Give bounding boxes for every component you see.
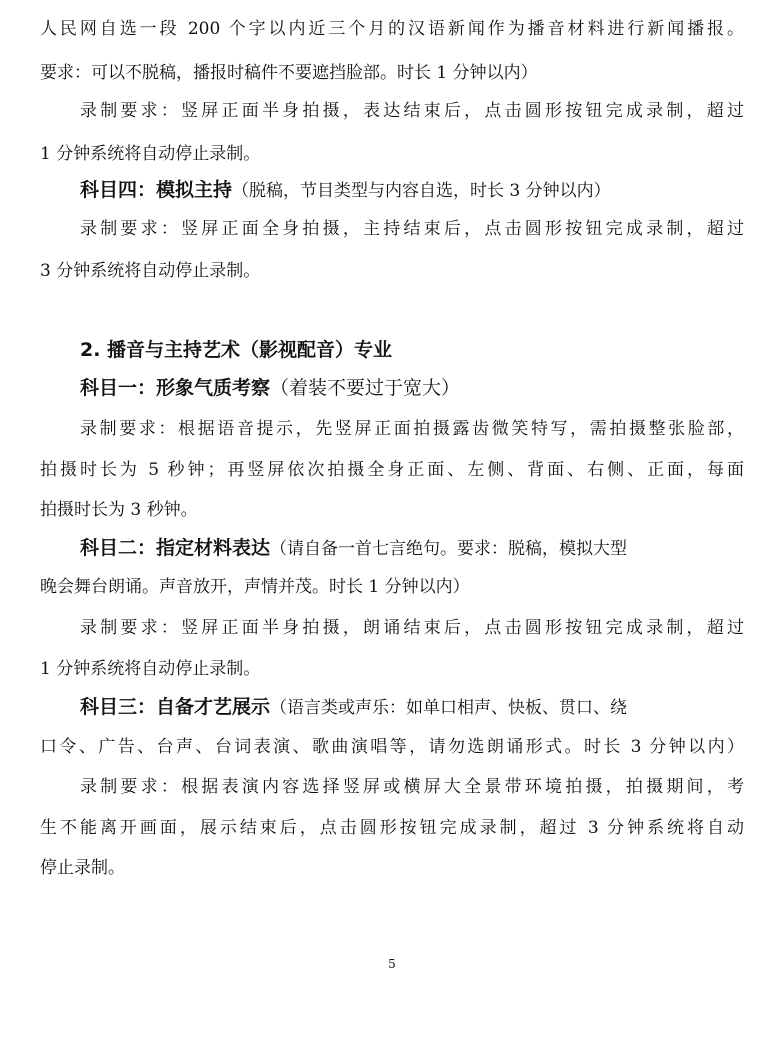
subject-title: 科目二：指定材料表达 [80, 537, 271, 559]
subject-note: （脱稿，节目类型与内容自选，时长 3 分钟以内） [232, 181, 611, 201]
recording-requirement-line: 录制要求：竖屏正面半身拍摄，表达结束后，点击圆形按钮完成录制，超过 [80, 101, 744, 121]
recording-requirement-line: 1 分钟系统将自动停止录制。 [40, 144, 261, 164]
subject-heading [80, 536, 744, 561]
recording-requirement-line: 停止录制。 [40, 858, 125, 878]
recording-requirement-line: 1 分钟系统将自动停止录制。 [40, 659, 261, 679]
section-heading: 2. 播音与主持艺术（影视配音）专业 [80, 339, 393, 361]
subject-heading [80, 695, 744, 720]
subject-heading [80, 376, 744, 401]
recording-requirement-line: 拍摄时长为 5 秒钟；再竖屏依次拍摄全身正面、左侧、背面、右侧、正面，每面 [40, 460, 744, 480]
subject-heading [80, 178, 744, 203]
recording-requirement-line: 录制要求：竖屏正面全身拍摄，主持结束后，点击圆形按钮完成录制，超过 [80, 219, 744, 239]
page-number: 5 [388, 957, 396, 971]
subject-title: 科目三：自备才艺展示 [80, 696, 271, 718]
recording-requirement-line: 录制要求：根据表演内容选择竖屏或横屏大全景带环境拍摄，拍摄期间，考 [80, 777, 744, 797]
recording-requirement-line: 录制要求：竖屏正面半身拍摄，朗诵结束后，点击圆形按钮完成录制，超过 [80, 618, 744, 638]
recording-requirement-line: 3 分钟系统将自动停止录制。 [40, 261, 261, 281]
subject-title: 科目一：形象气质考察 [80, 377, 271, 399]
subject-title: 科目四：模拟主持 [80, 179, 233, 201]
subject-note: （着装不要过于宽大） [270, 377, 461, 399]
subject-note-continued: 口令、广告、台声、台词表演、歌曲演唱等，请勿选朗诵形式。时长 3 分钟以内） [40, 737, 744, 757]
subject-note-continued: 晚会舞台朗诵。声音放开，声情并茂。时长 1 分钟以内） [40, 577, 470, 597]
body-text-line: 人民网自选一段 200 个字以内近三个月的汉语新闻作为播音材料进行新闻播报。 [40, 19, 744, 39]
recording-requirement-line: 拍摄时长为 3 秒钟。 [40, 500, 198, 520]
subject-note: （请自备一首七言绝句。要求：脱稿，模拟大型 [270, 539, 628, 559]
recording-requirement-line: 录制要求：根据语音提示，先竖屏正面拍摄露齿微笑特写，需拍摄整张脸部， [80, 419, 744, 439]
recording-requirement-line: 生不能离开画面，展示结束后，点击圆形按钮完成录制，超过 3 分钟系统将自动 [40, 818, 744, 838]
subject-note: （语言类或声乐：如单口相声、快板、贯口、绕 [270, 698, 628, 718]
body-text-line: 要求：可以不脱稿，播报时稿件不要遮挡脸部。时长 1 分钟以内） [40, 63, 538, 83]
